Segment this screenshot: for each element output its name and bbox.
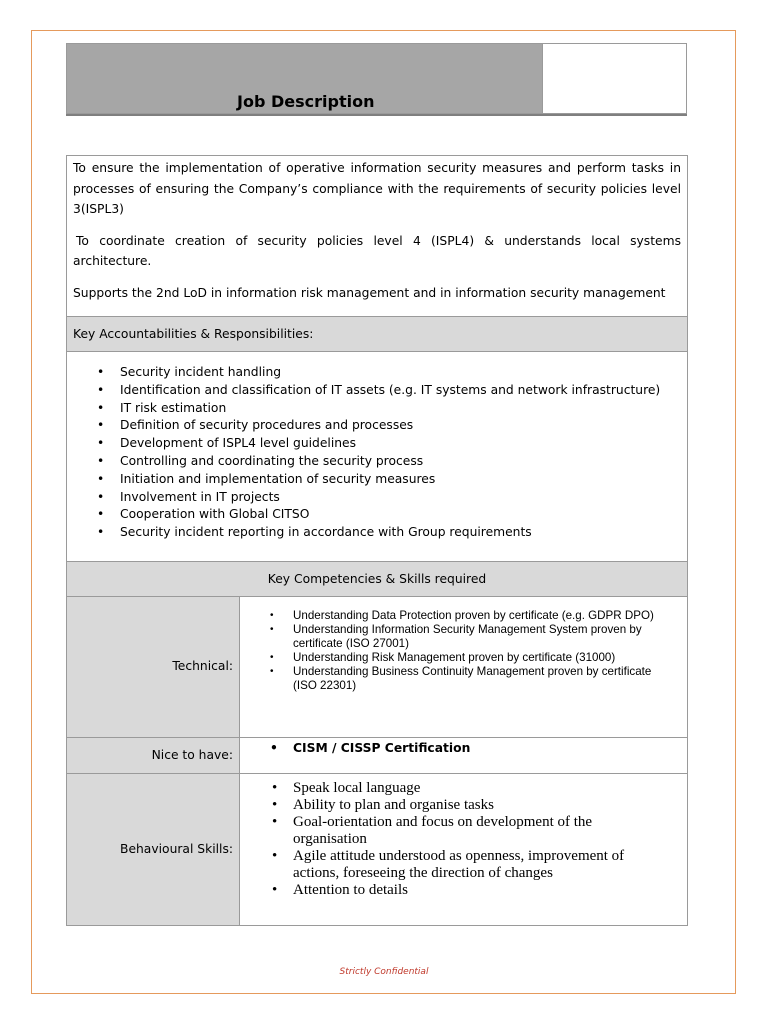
behavioural-label: Behavioural Skills: <box>120 842 233 856</box>
behavioural-content <box>240 774 687 925</box>
behavioural-label-cell <box>67 774 240 925</box>
header-logo-area <box>543 44 686 113</box>
job-description-table <box>66 155 688 926</box>
technical-label: Technical: <box>172 659 233 673</box>
list-item: • Initiation and implementation of security measures <box>67 471 687 489</box>
list-item: • CISM / CISSP Certification <box>240 740 687 756</box>
list-item: • Understanding Risk Management proven by certificate (31000) <box>240 651 687 665</box>
list-item: • Development of ISPL4 level guidelines <box>67 435 687 453</box>
accountabilities-heading: Key Accountabilities & Responsibilities: <box>67 317 687 352</box>
list-item: • Speak local language <box>240 780 687 797</box>
competencies-heading: Key Competencies & Skills required <box>67 562 687 597</box>
document-header <box>66 43 687 114</box>
behavioural-list <box>240 780 687 899</box>
list-item: • Security incident handling <box>67 364 687 382</box>
nice-to-have-row <box>67 738 687 774</box>
list-item: • Security incident reporting in accordance with Group requirements <box>67 524 687 542</box>
nice-to-have-label: Nice to have: <box>151 748 233 762</box>
summary-paragraph-1: To ensure the implementation of operative information security measures and perform tasks in processes of ensuring the Company’s compliance with the requirements of security policies level 3(ISPL3) <box>73 161 681 216</box>
list-item: • Ability to plan and organise tasks <box>240 797 687 814</box>
list-item: • Controlling and coordinating the security process <box>67 453 687 471</box>
list-item: • Agile attitude understood as openness, improvement of actions, foreseeing the direction of changes <box>240 848 687 882</box>
accountabilities-list <box>67 364 687 542</box>
nice-to-have-content <box>240 738 687 773</box>
list-item: • Understanding Business Continuity Management proven by certificate (ISO 22301) <box>240 665 687 693</box>
technical-content <box>240 597 687 737</box>
accountabilities-list-cell <box>67 352 687 562</box>
list-item: • Goal-orientation and focus on development of the organisation <box>240 814 687 848</box>
summary-paragraph-3: Supports the 2nd LoD in information risk management and in information security management <box>73 285 666 300</box>
list-item: • Understanding Data Protection proven by certificate (e.g. GDPR DPO) <box>240 609 687 623</box>
list-item: • Attention to details <box>240 882 687 899</box>
nice-to-have-label-cell <box>67 738 240 773</box>
summary-paragraph-2: To coordinate creation of security policies level 4 (ISPL4) & understands local systems architecture. <box>73 233 681 268</box>
list-item: • Identification and classification of IT assets (e.g. IT systems and network infrastructure) <box>67 382 687 400</box>
list-item: • Involvement in IT projects <box>67 489 687 507</box>
header-divider <box>66 114 687 116</box>
technical-label-cell <box>67 597 240 737</box>
list-item: • Understanding Information Security Management System proven by certificate (ISO 27001) <box>240 623 687 651</box>
behavioural-row <box>67 774 687 925</box>
page-title: Job Description <box>237 92 375 111</box>
role-summary <box>67 156 687 317</box>
technical-row <box>67 597 687 738</box>
list-item: • Definition of security procedures and processes <box>67 417 687 435</box>
technical-list <box>240 609 687 693</box>
list-item: • Cooperation with Global CITSO <box>67 506 687 524</box>
list-item: • IT risk estimation <box>67 400 687 418</box>
confidentiality-footer: Strictly Confidential <box>339 967 429 977</box>
header-title-cell <box>67 44 543 113</box>
